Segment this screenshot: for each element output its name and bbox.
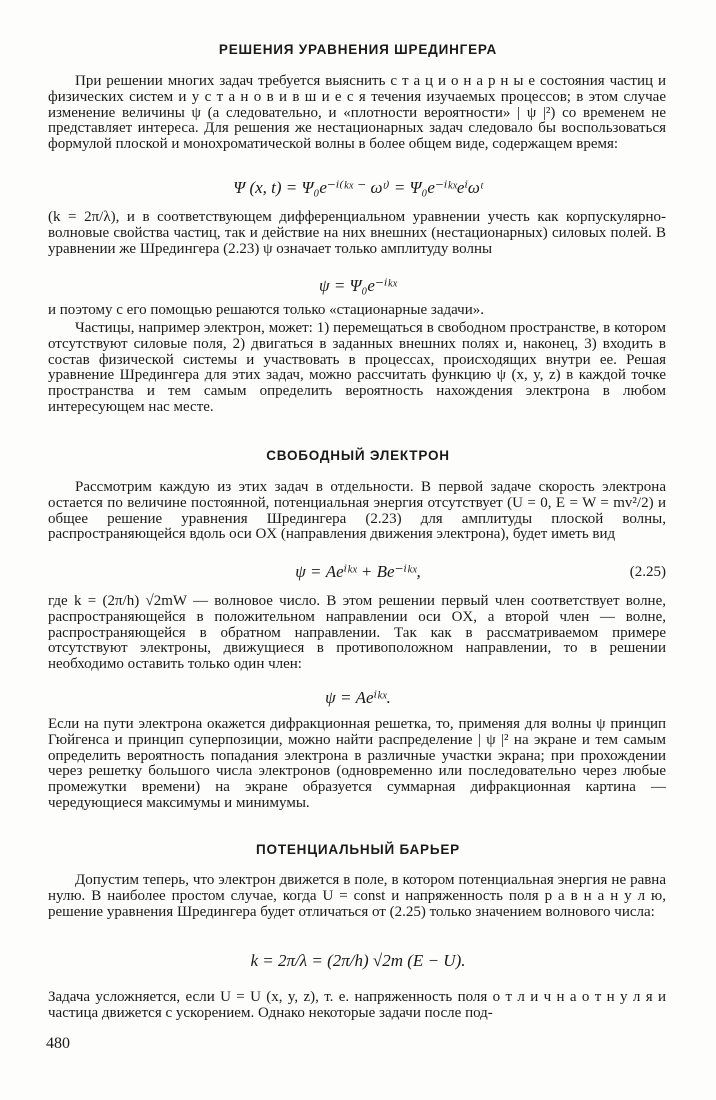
paragraph-accelerated-particle: Задача усложняется, если U = U (x, y, z), т. е. напряженность поля о т л и ч н а о т н у л я и частица движется с ускорением. Однако некоторые задачи после под- [48, 989, 666, 1021]
formula-wave-number-potential: k = 2π/λ = (2π/h) √2m (E − U). [250, 951, 466, 970]
paragraph-diffraction-grating: Если на пути электрона окажется дифракционная решетка, то, применяя для волны ψ принцип Гюйгенса и принцип суперпозиции, можно найти распределение | ψ |² на экране и тем самым определить вероятность попадания электрона в различные участки экрана; при прохождении через решетку большого числа электронов (одновременно или последовательно через любые промежутки времени) на экране образуется суммарная дифракционная картина — чередующиеся максимумы и минимумы. [48, 716, 666, 811]
section-heading-free-electron: СВОБОДНЫЙ ЭЛЕКТРОН [266, 448, 450, 463]
page-number: 480 [46, 1035, 70, 1052]
formula-plane-wave-time: Ψ (x, t) = Ψ₀e⁻ⁱ⁽ᵏˣ ⁻ ωᵗ⁾ = Ψ₀e⁻ⁱᵏˣeⁱωᵗ [233, 178, 483, 197]
section-heading-schrodinger-solutions: РЕШЕНИЯ УРАВНЕНИЯ ШРЕДИНГЕРА [218, 42, 498, 57]
formula-single-term: ψ = Aeⁱᵏˣ. [325, 688, 391, 707]
paragraph-stationary-states: При решении многих задач требуется выяснить с т а ц и о н а р н ы е состояния частиц и физических систем и у с т а н о в и в ш и е с я течения изучаемых процессов; в этом случае изменение величины ψ (а следовательно, и «плотности вероятности» | ψ |²) со временем не представляет интереса. Для решения же нестационарных задач следовало бы воспользоваться формулой плоской и монохроматической волны в более общем виде, содержащем время: [48, 73, 666, 153]
formula-amplitude: ψ = Ψ₀e⁻ⁱᵏˣ [319, 276, 397, 295]
paragraph-stationary-tasks: и поэтому с его помощью решаются только «стационарные задачи». [48, 302, 484, 318]
paragraph-particle-cases: Частицы, например электрон, может: 1) перемещаться в свободном пространстве, в котором отсутствуют силовые поля, 2) двигаться в заданных внешних полях и, наконец, 3) входить в состав физической системы и участвовать в процессах, происходящих внутри ее. Решая уравнение Шредингера для этих задач, можно рассчитать функцию ψ (x, y, z) в каждой точке пространства и тем самым определить вероятность нахождения электрона в любом интересующем нас месте. [48, 320, 666, 415]
section-heading-potential-barrier: ПОТЕНЦИАЛЬНЫЙ БАРЬЕР [256, 842, 460, 857]
paragraph-wave-number: (k = 2π/λ), и в соответствующем дифференциальном уравнении учесть как корпускулярно-волновые свойства частиц, так и действие на них внешних (нестационарных) силовых полей. В уравнении же Шредингера (2.23) ψ означает только амплитуду волны [48, 209, 666, 257]
paragraph-wave-number-terms: где k = (2π/h) √2mW — волновое число. В этом решении первый член соответствует волне, распространяющейся в положительном направлении оси OX, а второй член — волне, распространяющейся в обратном направлении. Так как в рассматриваемом примере отсутствуют электроны, движущиеся в противоположном направлении, то в решении необходимо оставить только один член: [48, 593, 666, 673]
equation-number-2-25: (2.25) [629, 564, 666, 580]
paragraph-free-electron: Рассмотрим каждую из этих задач в отдельности. В первой задаче скорость электрона остается по величине постоянной, потенциальная энергия отсутствует (U = 0, E = W = mv²/2) и общее решение уравнения Шредингера (2.23) для амплитуды плоской волны, распространяющейся вдоль оси OX (направления движения электрона), будет иметь вид [48, 479, 666, 543]
formula-general-solution: ψ = Aeⁱᵏˣ + Be⁻ⁱᵏˣ, [295, 562, 421, 581]
paragraph-potential-field: Допустим теперь, что электрон движется в поле, в котором потенциальная энергия не равна нулю. В наиболее простом случае, когда U = const и напряженность поля р а в н а н у л ю, решение уравнения Шредингера будет отличаться от (2.25) только значением волнового числа: [48, 872, 666, 920]
